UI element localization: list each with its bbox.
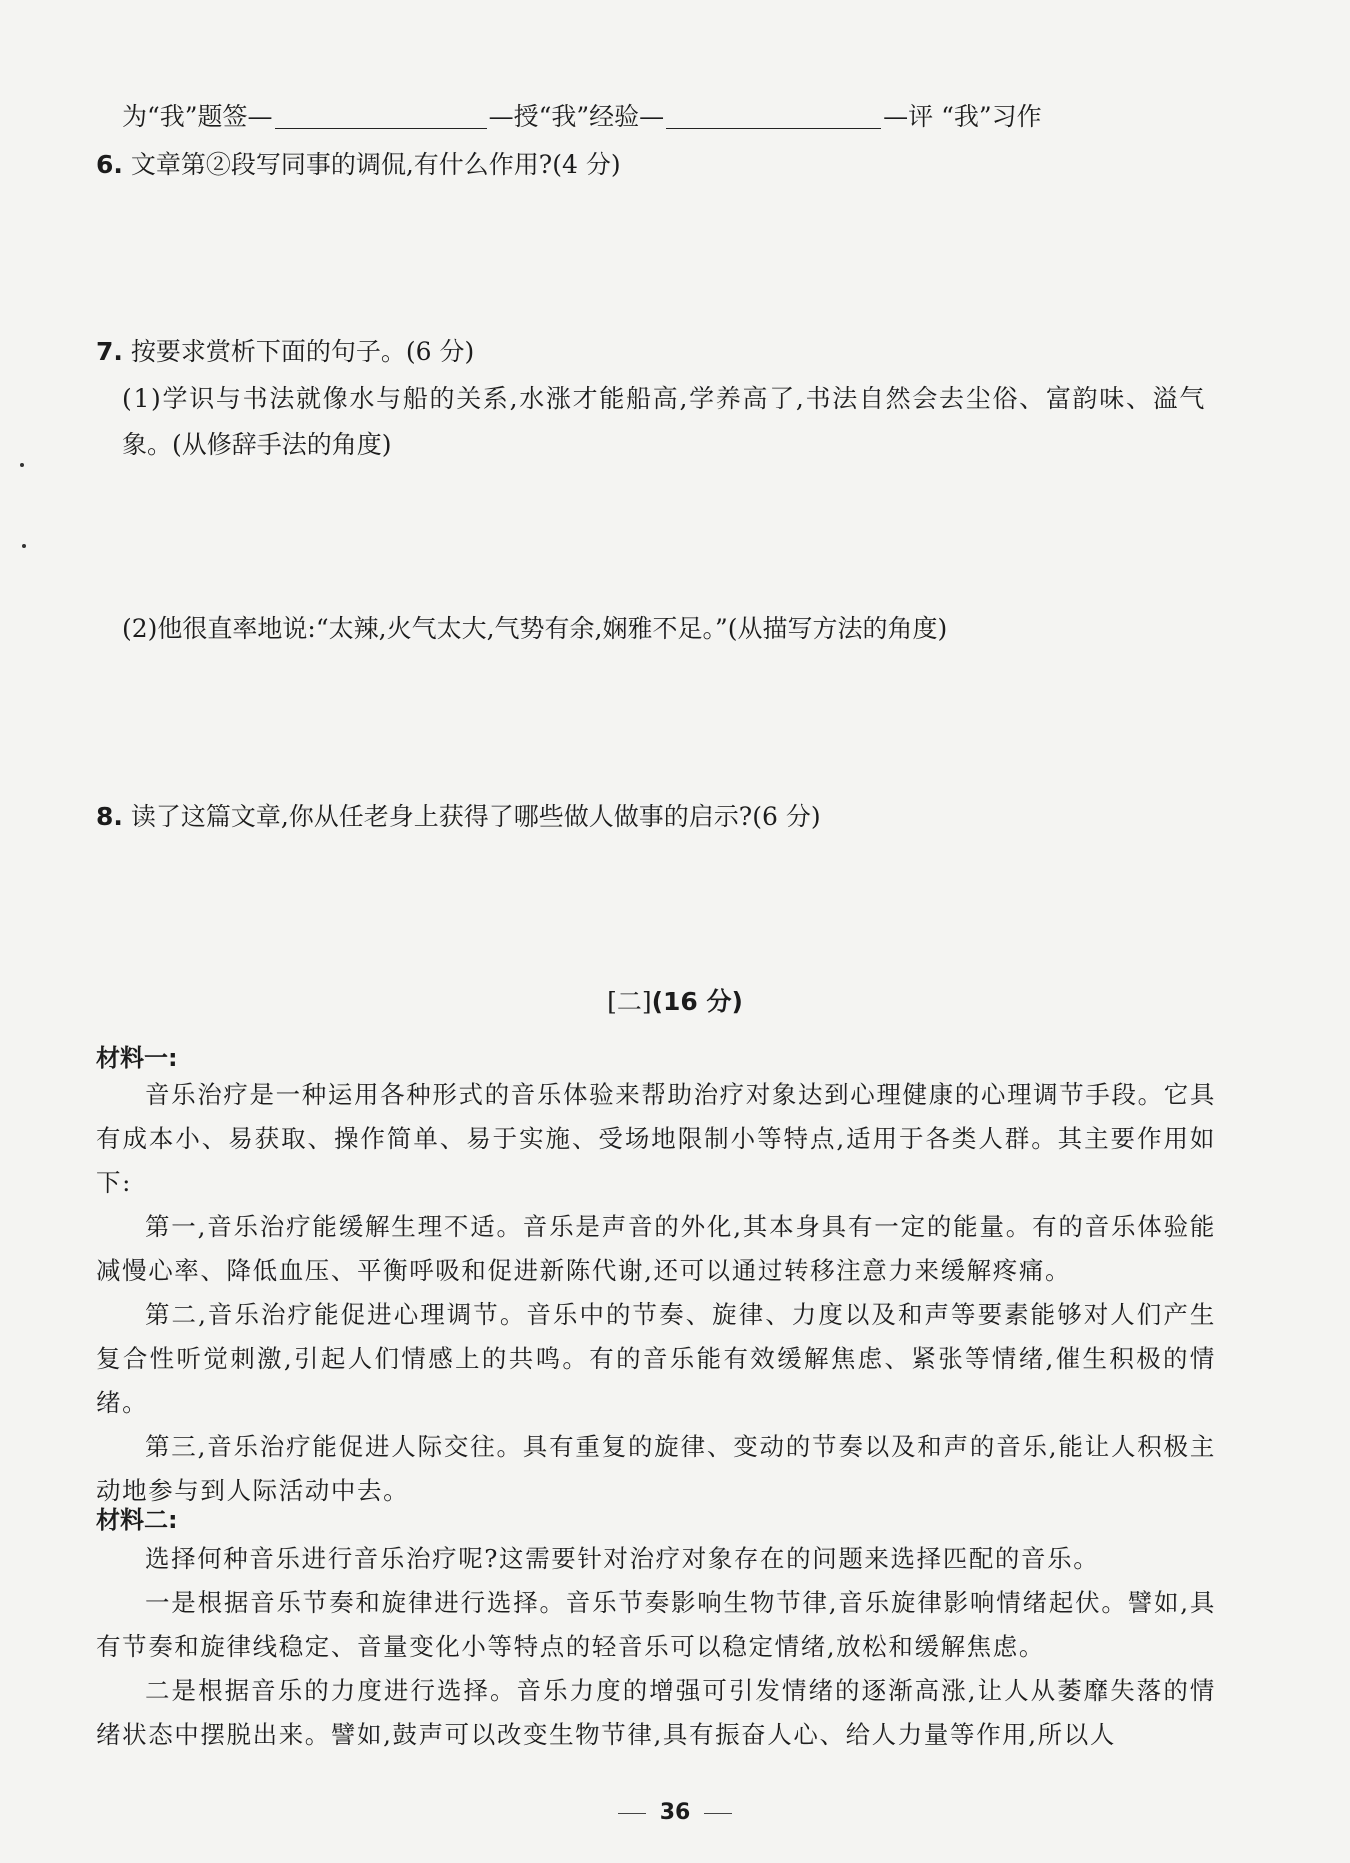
footer-dash-left [618, 1813, 646, 1814]
section-title [0, 982, 1350, 1018]
scan-dot [20, 463, 24, 467]
section-points: (16 分) [651, 987, 743, 1016]
scan-dot [22, 544, 26, 548]
section-label: [二] [607, 987, 652, 1016]
material-2-label: 材料二: [96, 1506, 178, 1534]
answer-blank-1[interactable] [275, 104, 487, 129]
paragraph: 二是根据音乐的力度进行选择。音乐力度的增强可引发情绪的逐渐高涨,让人从萎靡失落的情绪状态中摆脱出来。譬如,鼓声可以改变生物节律,具有振奋人心、给人力量等作用,所以人 [96, 1676, 1216, 1749]
question-7-1-line-a: (1)学识与书法就像水与船的关系,水涨才能船高,学养高了,书法自然会去尘俗、富韵味、溢气 [122, 384, 1207, 413]
question-number: 8. [96, 802, 123, 831]
question-number: 6. [96, 150, 123, 179]
material-1-label: 材料一: [96, 1044, 178, 1072]
paragraph: 选择何种音乐进行音乐治疗呢?这需要针对治疗对象存在的问题来选择匹配的音乐。 [145, 1544, 1100, 1573]
footer-dash-right [704, 1813, 732, 1814]
page-footer [0, 1800, 1350, 1825]
question-text: 读了这篇文章,你从任老身上获得了哪些做人做事的启示?(6 分) [130, 802, 821, 831]
paragraph: 第二,音乐治疗能促进心理调节。音乐中的节奏、旋律、力度以及和声等要素能够对人们产生复合性听觉刺激,引起人们情感上的共鸣。有的音乐能有效缓解焦虑、紧张等情绪,催生积极的情绪。 [96, 1300, 1216, 1417]
paragraph: 一是根据音乐节奏和旋律进行选择。音乐节奏影响生物节律,音乐旋律影响情绪起伏。譬如,具有节奏和旋律线稳定、音量变化小等特点的轻音乐可以稳定情绪,放松和缓解焦虑。 [96, 1588, 1216, 1661]
answer-blank-2[interactable] [666, 104, 881, 129]
paragraph: 音乐治疗是一种运用各种形式的音乐体验来帮助治疗对象达到心理健康的心理调节手段。它具有成本小、易获取、操作简单、易于实施、受场地限制小等特点,适用于各类人群。其主要作用如下: [96, 1080, 1216, 1197]
question-6 [96, 148, 621, 182]
paragraph: 第三,音乐治疗能促进人际交往。具有重复的旋律、变动的节奏以及和声的音乐,能让人积极主动地参与到人际活动中去。 [96, 1432, 1216, 1505]
page-number: 36 [659, 1800, 691, 1825]
material-1-body [96, 1073, 1216, 1513]
paragraph: 第一,音乐治疗能缓解生理不适。音乐是声音的外化,其本身具有一定的能量。有的音乐体验能减慢心率、降低血压、平衡呼吸和促进新陈代谢,还可以通过转移注意力来缓解疼痛。 [96, 1212, 1216, 1285]
question-8 [96, 800, 821, 834]
question-text: 文章第②段写同事的调侃,有什么作用?(4 分) [130, 150, 621, 179]
fill-line-part2: —授“我”经验— [488, 102, 665, 131]
question-7-1-line-b: 象。(从修辞手法的角度) [122, 430, 392, 459]
question-7-2: (2)他很直率地说:“太辣,火气太大,气势有余,娴雅不足。”(从描写方法的角度) [122, 614, 948, 643]
fill-line-part1: 为“我”题签— [122, 102, 273, 131]
question-7 [96, 335, 474, 369]
question-number: 7. [96, 337, 123, 366]
question-text: 按要求赏析下面的句子。(6 分) [130, 337, 475, 366]
fill-in-line [122, 100, 1042, 134]
material-2-body [96, 1537, 1216, 1757]
fill-line-part3: —评 “我”习作 [883, 102, 1042, 131]
